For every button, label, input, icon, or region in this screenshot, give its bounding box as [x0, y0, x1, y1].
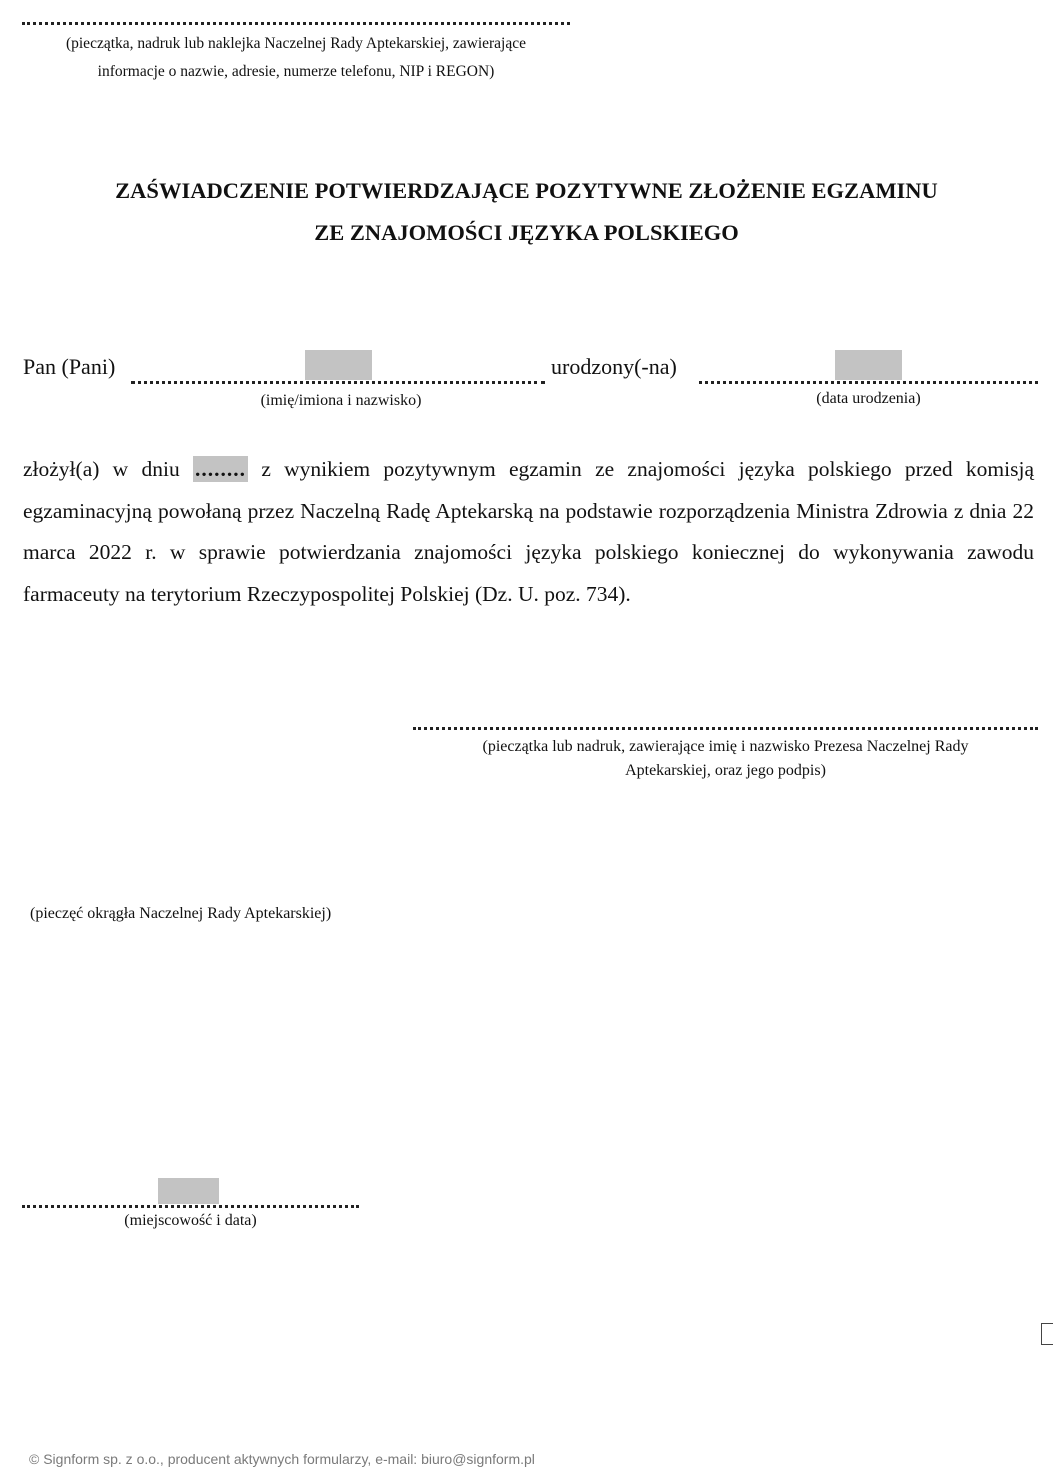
header-stamp-caption-line1: (pieczątka, nadruk lub naklejka Naczelnej Rady Aptekarskiej, zawierające: [65, 35, 527, 52]
statement-paragraph: [23, 449, 1034, 615]
president-signature-line: [413, 727, 1038, 730]
birth-date-caption: (data urodzenia): [816, 390, 921, 407]
header-stamp-line: [22, 22, 570, 25]
footer-copyright: © Signform sp. z o.o., producent aktywnych formularzy, e-mail: biuro@signform.pl: [29, 1451, 535, 1467]
round-seal-caption: (pieczęć okrągła Naczelnej Rady Aptekarskiej): [30, 905, 332, 922]
statement-part2: z wynikiem pozytywnym egzamin ze znajomości języka polskiego przed komisją egzaminacyjną powołaną przez Naczelną Radę Aptekarską na podstawie rozporządzenia Ministra Zdrowia z dnia 22 marca 2022 r. w sprawie potwierdzania znajomości języka polskiego koniecznej do wykonywania zawodu farmaceuty na terytorium Rzeczypospolitej Polskiej (Dz. U. poz. 734).: [23, 457, 1035, 606]
president-caption-line1: (pieczątka lub nadruk, zawierające imię i nazwisko Prezesa Naczelnej Rady: [482, 738, 969, 755]
name-field[interactable]: [305, 350, 372, 380]
birth-date-line: [699, 381, 1038, 384]
place-date-field[interactable]: [158, 1178, 219, 1204]
place-date-line: [22, 1205, 359, 1208]
document-title-line1: ZAŚWIADCZENIE POTWIERDZAJĄCE POZYTYWNE ZŁOŻENIE EGZAMINU: [115, 178, 938, 203]
president-signature-caption: [413, 735, 1038, 783]
place-date-caption: (miejscowość i data): [124, 1212, 257, 1229]
name-line: [131, 381, 545, 384]
document-title-line2: ZE ZNAJOMOŚCI JĘZYKA POLSKIEGO: [314, 220, 739, 245]
name-caption: (imię/imiona i nazwisko): [260, 392, 422, 409]
header-stamp-caption: [22, 30, 570, 86]
statement-part1: złożył(a) w dniu: [23, 457, 180, 481]
president-caption-line2: Aptekarskiej, oraz jego podpis): [625, 762, 826, 779]
header-stamp-caption-line2: informacje o nazwie, adresie, numerze telefonu, NIP i REGON): [97, 63, 495, 80]
page-corner-marker: [1041, 1323, 1053, 1345]
exam-date-field[interactable]: ........: [195, 457, 247, 481]
pan-label: Pan (Pani): [23, 354, 116, 379]
birth-date-field[interactable]: [835, 350, 902, 380]
born-label: urodzony(-na): [551, 354, 677, 379]
